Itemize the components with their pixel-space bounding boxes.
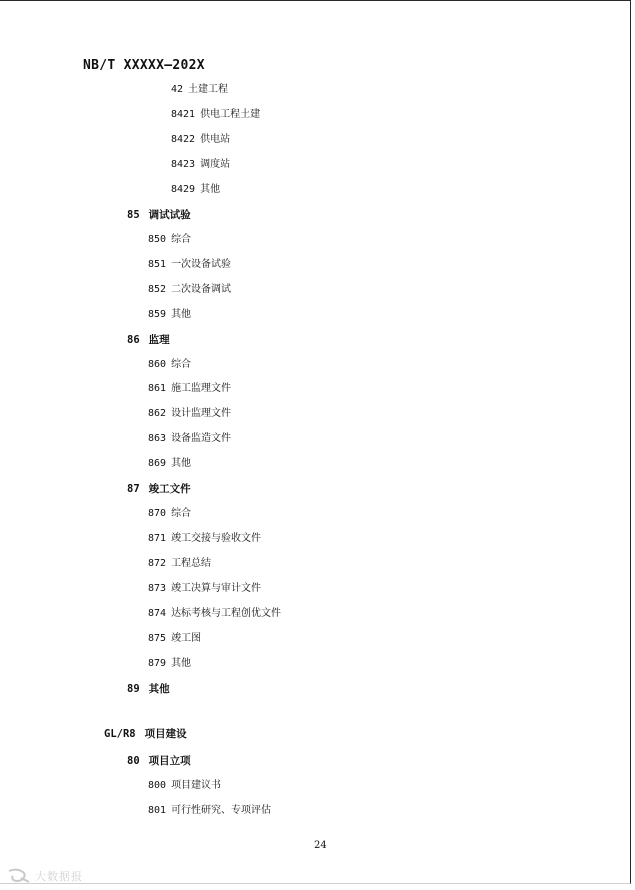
item-label: 综合 [171,359,192,370]
list-item [148,533,261,545]
item-code: 863 [148,433,167,444]
item-label: 竣工决算与审计文件 [171,583,262,594]
item-label: 竣工交接与验收文件 [171,533,262,544]
item-label: 工程总结 [171,558,212,569]
item-code: 862 [148,408,167,419]
page-number: 24 [314,840,327,851]
list-item [171,84,228,96]
list-item [127,755,191,767]
list-item [127,483,191,495]
item-label: 施工监理文件 [171,383,232,394]
list-item [148,608,281,620]
list-item [148,234,191,246]
item-label: 综合 [171,234,192,245]
item-code: 870 [148,508,167,519]
item-code: 852 [148,284,167,295]
item-label: 设备监造文件 [171,433,232,444]
list-item [127,209,191,221]
list-item [127,683,170,695]
item-label: 监理 [148,334,170,346]
item-label: 其他 [171,309,192,320]
item-label: 二次设备调试 [171,284,232,295]
list-item [127,334,170,346]
item-label: 竣工文件 [148,483,191,495]
item-code: 872 [148,558,167,569]
list-item [171,184,220,196]
item-code: 89 [127,683,140,695]
item-code: 8423 [171,159,196,170]
item-code: GL/R8 [104,728,136,740]
item-label: 调试试验 [148,209,191,221]
item-code: 8422 [171,134,196,145]
list-item [148,433,231,445]
watermark [6,866,96,886]
list-item [104,728,187,740]
item-label: 项目立项 [148,755,191,767]
item-code: 871 [148,533,167,544]
item-label: 其他 [171,658,192,669]
list-item [148,508,191,520]
item-label: 土建工程 [188,84,229,95]
item-label: 设计监理文件 [171,408,232,419]
item-label: 综合 [171,508,192,519]
list-item [148,658,191,670]
item-code: 8421 [171,109,196,120]
item-code: 85 [127,209,140,221]
list-item [148,558,211,570]
item-code: 874 [148,608,167,619]
list-item [171,134,230,146]
item-label: 其他 [171,458,192,469]
list-item [148,383,231,395]
list-item [148,633,201,645]
item-code: 42 [171,84,184,95]
item-label: 其他 [148,683,170,695]
document-code-header: NB/T XXXXX—202X [83,58,205,73]
watermark-text: 大数据报 [35,870,83,883]
item-label: 项目建设 [144,728,187,740]
item-code: 851 [148,259,167,270]
item-code: 879 [148,658,167,669]
item-code: 86 [127,334,140,346]
list-item [148,458,191,470]
item-code: 800 [148,780,167,791]
item-label: 供电站 [200,134,231,145]
item-code: 801 [148,805,167,816]
item-code: 869 [148,458,167,469]
item-code: 80 [127,755,140,767]
list-item [148,780,221,792]
item-label: 供电工程土建 [200,109,261,120]
list-item [148,408,231,420]
list-item [171,159,230,171]
item-code: 850 [148,234,167,245]
list-item [148,583,261,595]
item-label: 达标考核与工程创优文件 [171,608,282,619]
item-code: 861 [148,383,167,394]
list-item [148,805,271,817]
item-label: 项目建议书 [171,780,222,791]
item-code: 875 [148,633,167,644]
item-label: 其他 [200,184,221,195]
item-code: 87 [127,483,140,495]
item-code: 860 [148,359,167,370]
watermark-logo-icon [6,867,32,885]
item-label: 调度站 [200,159,231,170]
list-item [148,309,191,321]
list-item [148,284,231,296]
item-code: 8429 [171,184,196,195]
list-item [148,259,231,271]
item-code: 873 [148,583,167,594]
item-label: 可行性研究、专项评估 [171,805,272,816]
item-code: 859 [148,309,167,320]
list-item [148,359,191,371]
item-label: 竣工图 [171,633,202,644]
item-label: 一次设备试验 [171,259,232,270]
list-item [171,109,260,121]
